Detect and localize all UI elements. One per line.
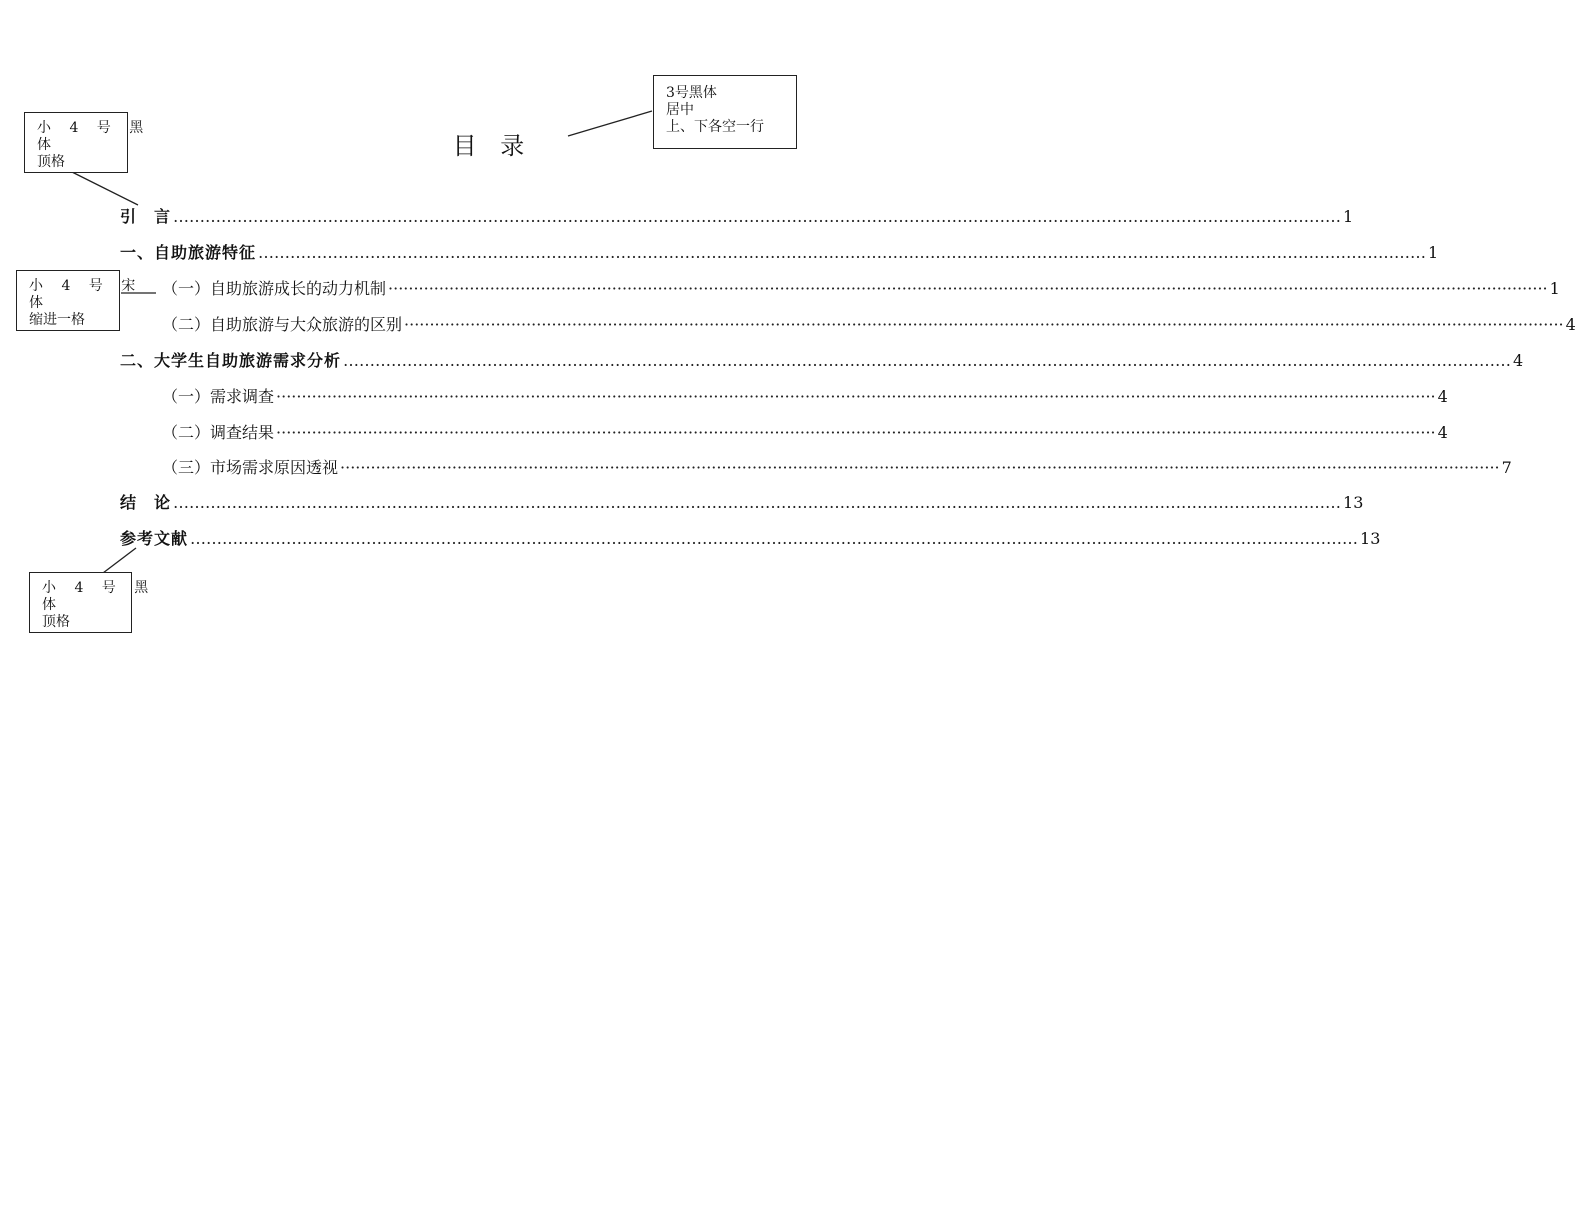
dot-leader: [343, 348, 1511, 374]
dot-leader: [388, 276, 1548, 302]
top-note-connector: [72, 172, 138, 205]
toc-entry-page: 1: [1428, 243, 1439, 262]
toc-entry-text: （二）自助旅游与大众旅游的区别: [162, 315, 403, 334]
note-line: 顶格: [37, 154, 65, 170]
toc-entry-page: 4: [1437, 387, 1448, 406]
note-line: 体: [37, 137, 51, 153]
note-line: 体: [42, 597, 56, 613]
note-line: 上、下各空一行: [666, 119, 764, 135]
toc-entry-text: 参考文献: [120, 529, 189, 548]
toc-entry-section-1[interactable]: [120, 240, 1439, 266]
level2-format-note: [16, 270, 143, 331]
dot-leader: [404, 312, 1564, 338]
dot-leader: [276, 420, 1436, 446]
toc-entry-section-2[interactable]: [120, 348, 1524, 374]
toc-entry-text: 二、大学生自助旅游需求分析: [120, 351, 342, 370]
note-line: 顶格: [42, 614, 70, 630]
dot-leader: [258, 240, 1426, 266]
toc-entry-section-1-1[interactable]: [162, 276, 1560, 302]
toc-entry-section-2-2[interactable]: [162, 420, 1448, 446]
toc-entry-page: 7: [1501, 458, 1512, 477]
toc-entry-text: 结 论: [120, 493, 172, 512]
toc-entry-section-1-2[interactable]: [162, 312, 1576, 338]
toc-entry-section-2-3[interactable]: [162, 455, 1512, 481]
dot-leader: [173, 490, 1341, 516]
title-format-note: [653, 75, 797, 149]
toc-entry-text: 引 言: [120, 207, 172, 226]
toc-entry-section-2-1[interactable]: [162, 384, 1448, 410]
title-note-connector: [568, 111, 652, 136]
toc-entry-intro[interactable]: [120, 204, 1354, 230]
toc-entry-text: （三）市场需求原因透视: [162, 458, 339, 477]
toc-entry-text: （一）需求调查: [162, 387, 275, 406]
toc-entry-page: 4: [1437, 423, 1448, 442]
note-line: 缩进一格: [29, 312, 85, 328]
toc-entry-text: （二）调查结果: [162, 423, 275, 442]
toc-entry-text: 一、自助旅游特征: [120, 243, 257, 262]
dot-leader: [276, 384, 1436, 410]
toc-entry-page: 1: [1549, 279, 1560, 298]
note-line: 小 4 号 黑: [42, 580, 156, 596]
toc-entry-page: 4: [1565, 315, 1576, 334]
note-line: 小 4 号 黑: [37, 120, 151, 136]
toc-entry-page: 1: [1343, 207, 1354, 226]
toc-entry-page: 13: [1343, 493, 1364, 512]
note-line: 居中: [666, 102, 694, 118]
toc-entry-references[interactable]: [120, 526, 1381, 552]
note-line: 3号黑体: [666, 85, 717, 101]
note-line: 体: [29, 295, 43, 311]
toc-entry-page: 13: [1360, 529, 1381, 548]
page-title: 目 录: [452, 132, 533, 160]
dot-leader: [340, 455, 1500, 481]
note-line: 小 4 号 宋: [29, 278, 143, 294]
toc-entry-conclusion[interactable]: [120, 490, 1364, 516]
level1-format-note-top: [24, 112, 151, 173]
toc-entry-page: 4: [1513, 351, 1524, 370]
toc-entry-text: （一）自助旅游成长的动力机制: [162, 279, 387, 298]
dot-leader: [173, 204, 1341, 230]
dot-leader: [190, 526, 1358, 552]
level1-format-note-bottom: [29, 572, 156, 633]
